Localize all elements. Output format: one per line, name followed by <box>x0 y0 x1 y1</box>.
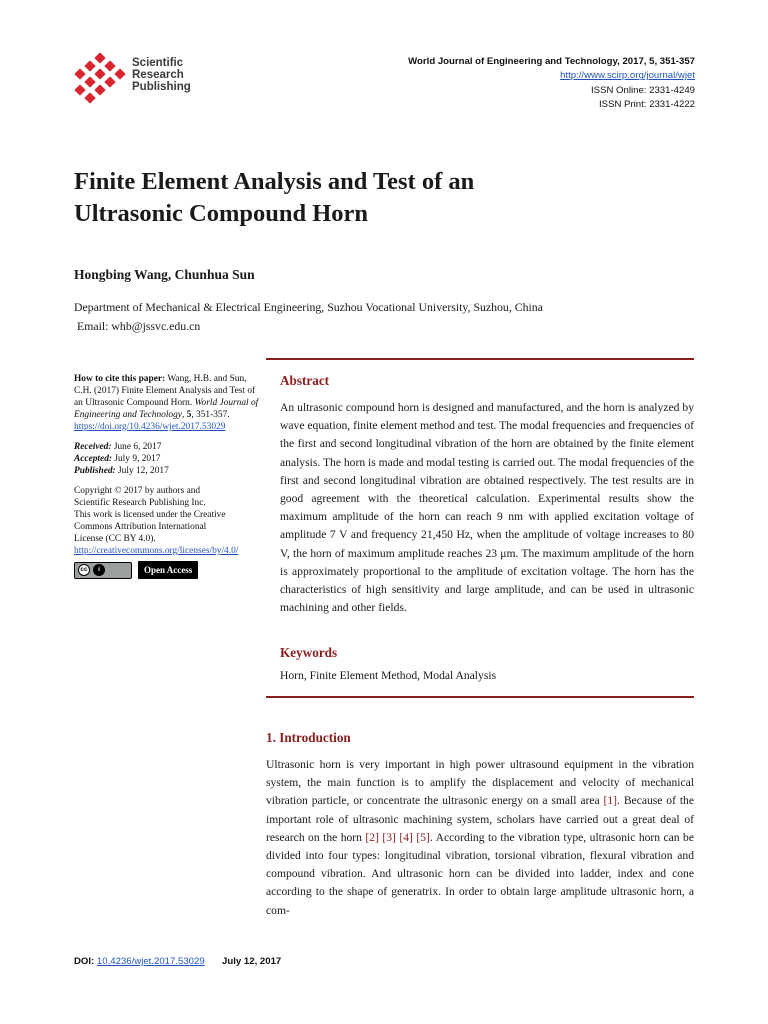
accepted-label: Accepted: <box>74 454 112 464</box>
abstract-text: An ultrasonic compound horn is designed and manufactured, and the horn is analyzed by wave equation, finite element method and test. The modal frequencies and frequencies of the first and second longitudinal vibration of the horn are obtained by the finite element analysis. The horn is made and modal testing is carried out. The modal frequencies of the first and second longitudinal vibration are obtained respectively. The test results are in good agreement with the theoretical calculation. Experimental results show the maximum amplitude of the horn can reach 9 nm with applied excitation voltage of amplitude 7 V and frequency 21,450 Hz, when the amplitude of voltage increases to 80 V, the horn of maximum amplitude reaches 23 μm. The maximum amplitude of the horn is approximately proportional to the amplitude of excitation voltage. The horn has the characteristics of high sensitivity and large amplitude, and can be used in ultrasonic machining and other fields. <box>280 401 694 615</box>
license-line3: This work is licensed under the Creative <box>74 510 226 520</box>
publisher-name-line2: Research <box>132 69 184 81</box>
license-block <box>74 485 264 579</box>
citation-text: Wang, H.B. and Sun, C.H. (2017) Finite Element Analysis and Test of an Ultrasonic Compound Horn. <box>74 374 256 408</box>
keywords-text: Horn, Finite Element Method, Modal Analysis <box>280 669 497 682</box>
abstract-heading: Abstract <box>280 373 330 388</box>
citation-label: How to cite this paper: <box>74 374 166 384</box>
by-icon: i <box>93 564 105 576</box>
published-date: July 12, 2017 <box>118 466 169 476</box>
citation-volume: 5 <box>186 410 192 420</box>
ref-link-5[interactable]: [5] <box>416 830 430 844</box>
journal-info <box>408 55 695 112</box>
journal-name: World Journal of Engineering and Technology, 2017, 5, 351-357 <box>408 56 695 67</box>
footer-doi-link[interactable]: 10.4236/wjet.2017.53029 <box>96 956 205 967</box>
page-footer <box>74 956 281 967</box>
intro-text-part2: . Because of the important role of ultrasonic machining system, scholars have carried out a great deal of research on the horn <box>266 794 694 844</box>
affiliation: Department of Mechanical & Electrical Engineering, Suzhou Vocational University, Suzhou, China <box>74 300 543 314</box>
intro-heading: 1. Introduction <box>266 730 351 745</box>
issn-print: ISSN Print: 2331-4222 <box>599 98 695 110</box>
keywords-heading: Keywords <box>280 645 338 660</box>
article-sidebar <box>74 373 264 579</box>
email: Email: whb@jssvc.edu.cn <box>77 319 201 333</box>
published-label: Published: <box>74 466 116 476</box>
paper-title-line1: Finite Element Analysis and Test of an <box>74 168 475 195</box>
keywords-bottom-rule <box>266 696 694 698</box>
ref-link-2[interactable]: [2] <box>365 830 379 844</box>
citation-journal: World Journal of Engineering and Technology <box>74 398 259 420</box>
received-date: June 6, 2017 <box>113 442 162 452</box>
license-badges <box>74 561 264 579</box>
citation-block <box>74 373 264 433</box>
intro-text-part3: . According to the vibration type, ultrasonic horn can be divided into four types: longitudinal vibration, torsional vibration, flexural vibration and compound vibration. And ultrasonic horn can be divided into ladder, index and cone according to the shape of generatrix. In order to obtain large amplitude ultrasonic horn, a com- <box>266 830 694 917</box>
intro-text-part1: Ultrasonic horn is very important in high power ultrasound equipment in the vibration system, the main function is to amplify the displacement and velocity of mechanical vibration particle, or concentrate the ultrasonic energy on a small area <box>266 758 694 808</box>
publisher-name-line1: Scientific <box>132 57 184 69</box>
ref-link-3[interactable]: [3] <box>382 830 396 844</box>
license-url-link[interactable]: http://creativecommons.org/licenses/by/4.0/ <box>74 546 239 556</box>
journal-url-link[interactable]: http://www.scirp.org/journal/wjet <box>560 70 695 82</box>
cc-icon: cc <box>78 564 90 576</box>
citation-sep: , <box>181 410 187 420</box>
ref-link-4[interactable]: [4] <box>399 830 413 844</box>
abstract-top-rule <box>266 358 694 360</box>
accepted-date: July 9, 2017 <box>114 454 161 464</box>
footer-date: July 12, 2017 <box>222 956 282 967</box>
license-line4: Commons Attribution International <box>74 522 207 532</box>
license-line1: Copyright © 2017 by authors and <box>74 486 201 496</box>
license-line2: Scientific Research Publishing Inc. <box>74 498 206 508</box>
open-access-badge: Open Access <box>138 561 198 579</box>
intro-text <box>266 756 694 920</box>
authors: Hongbing Wang, Chunhua Sun <box>74 267 255 282</box>
publisher-logo-icon <box>74 52 132 112</box>
footer-doi-label: DOI: <box>74 956 97 967</box>
citation-doi-link[interactable]: https://doi.org/10.4236/wjet.2017.53029 <box>74 422 226 432</box>
dates-block <box>74 441 264 477</box>
paper-title <box>74 166 694 230</box>
citation-pages: , 351-357. <box>191 410 230 420</box>
received-label: Received: <box>74 442 112 452</box>
license-line5: License (CC BY 4.0). <box>74 534 156 544</box>
paper-title-line2: Ultrasonic Compound Horn <box>74 200 369 227</box>
issn-online: ISSN Online: 2331-4249 <box>591 84 695 96</box>
publisher-logo <box>74 52 214 112</box>
publisher-name-line3: Publishing <box>132 81 191 93</box>
ref-link-1[interactable]: [1] <box>603 794 618 808</box>
cc-by-badge[interactable] <box>74 562 132 579</box>
